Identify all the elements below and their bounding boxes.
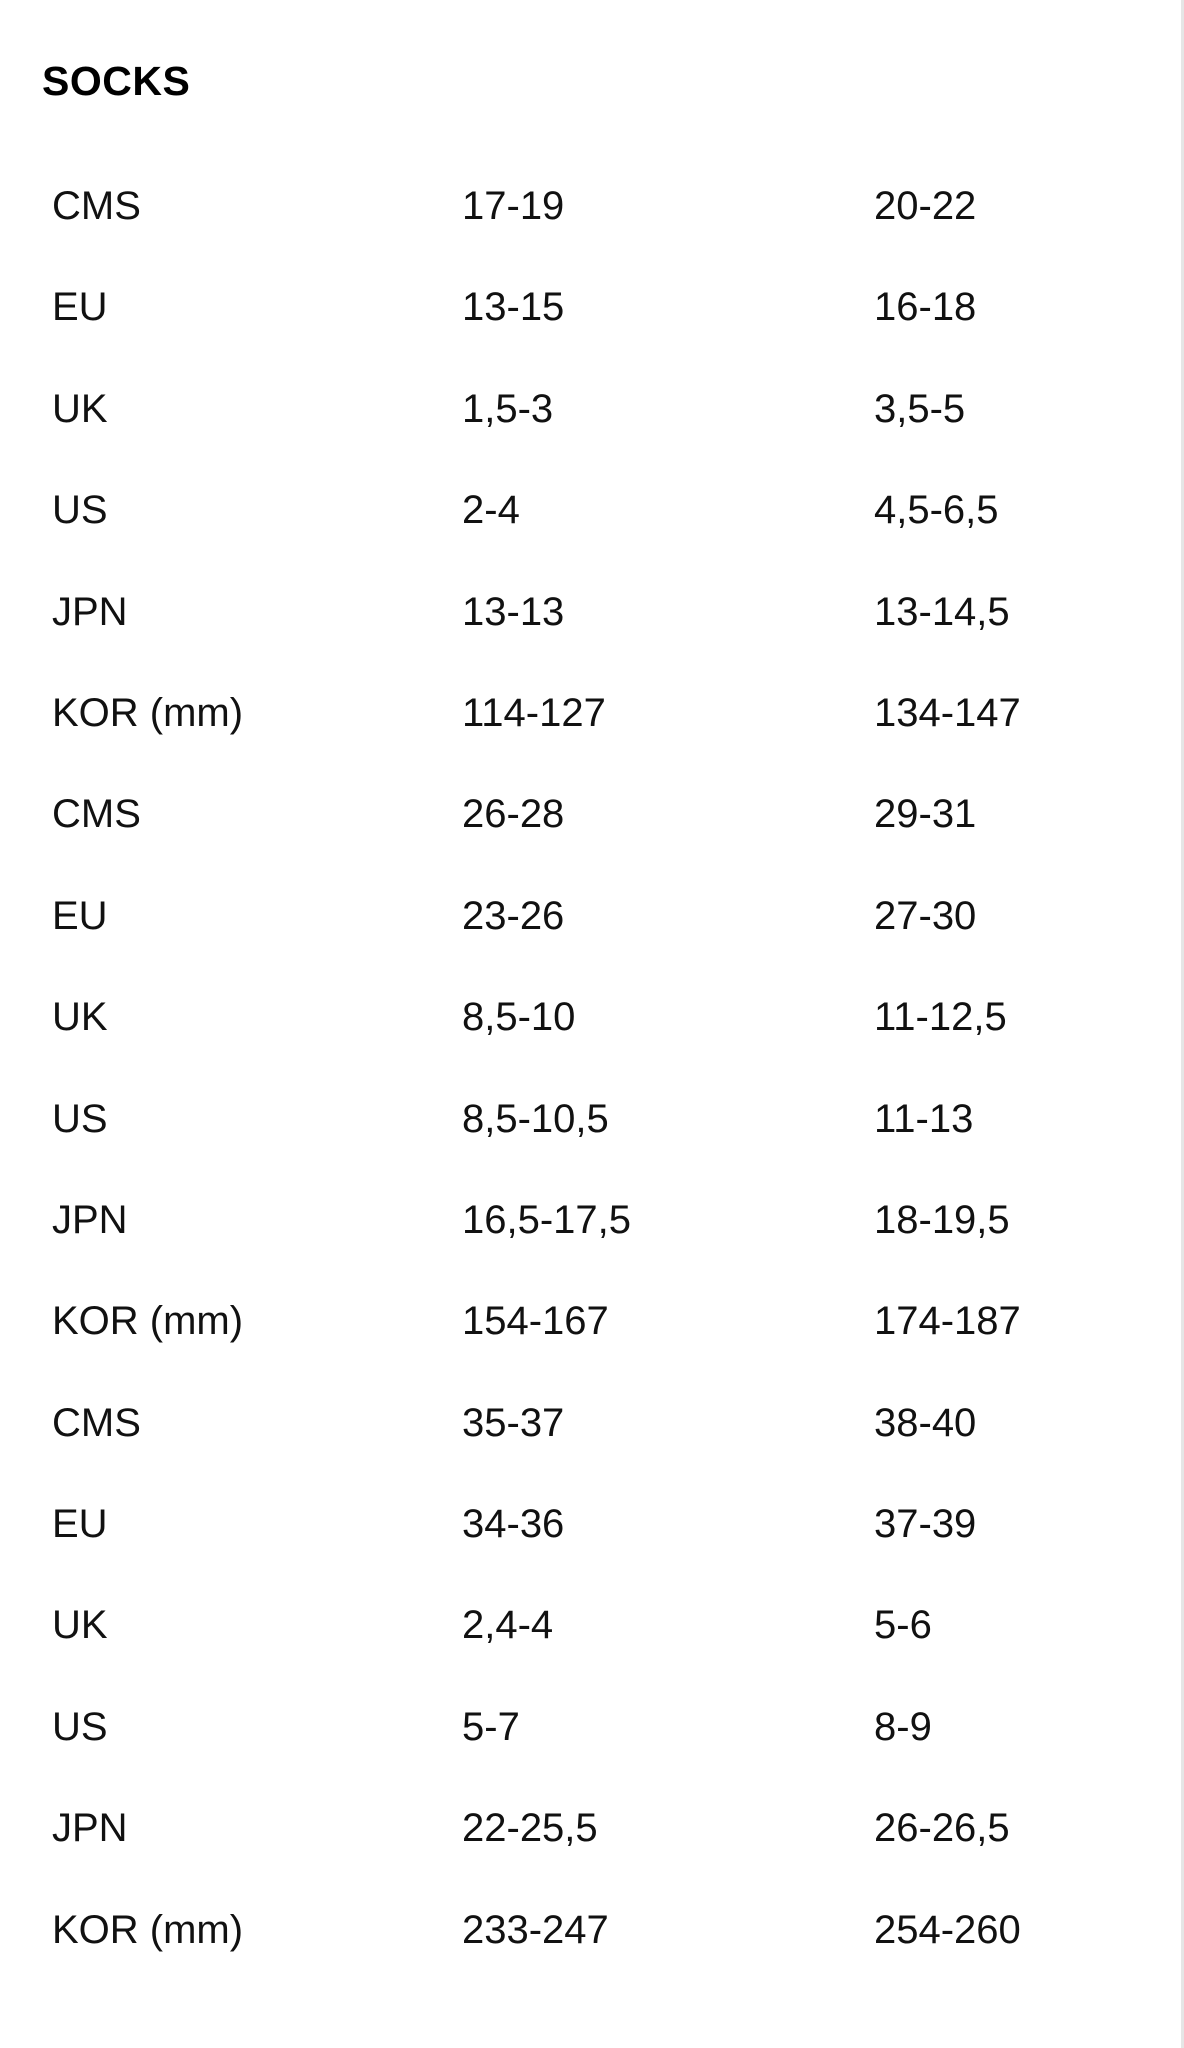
- table-row: [0, 574, 1180, 675]
- table-row: [0, 1689, 1180, 1790]
- table-row: [0, 878, 1180, 979]
- size-system-label: KOR (mm): [52, 690, 244, 735]
- table-row: [0, 979, 1180, 1080]
- table-row: [0, 776, 1180, 877]
- size-system-label: US: [52, 1704, 108, 1749]
- table-row: [0, 472, 1180, 573]
- size-system-label: UK: [52, 995, 108, 1040]
- size-value-col2: 254-260: [874, 1907, 1021, 1952]
- size-system-label: US: [52, 1096, 108, 1141]
- table-row: [0, 1182, 1180, 1283]
- size-value-col2: 37-39: [874, 1502, 977, 1547]
- size-value-col2: 4,5-6,5: [874, 488, 999, 533]
- table-row: [0, 1081, 1180, 1182]
- size-value-col2: 5-6: [874, 1603, 932, 1648]
- size-value-col2: 8-9: [874, 1704, 932, 1749]
- size-value-col2: 3,5-5: [874, 386, 966, 431]
- size-table: [0, 168, 1180, 1993]
- table-row: [0, 168, 1180, 269]
- size-system-label: EU: [52, 1502, 108, 1547]
- size-value-col1: 13-13: [462, 589, 565, 634]
- size-value-col2: 26-26,5: [874, 1806, 1010, 1851]
- size-value-col1: 233-247: [462, 1907, 609, 1952]
- table-row: [0, 371, 1180, 472]
- size-value-col1: 35-37: [462, 1400, 565, 1445]
- size-system-label: CMS: [52, 184, 141, 228]
- table-row: [0, 1486, 1180, 1587]
- size-system-label: CMS: [52, 1400, 141, 1445]
- size-value-col1: 1,5-3: [462, 386, 554, 431]
- size-system-label: UK: [52, 386, 108, 431]
- size-value-col1: 13-15: [462, 285, 565, 330]
- size-value-col1: 2-4: [462, 488, 520, 533]
- size-system-label: CMS: [52, 792, 141, 837]
- size-value-col1: 34-36: [462, 1502, 565, 1547]
- size-value-col1: 17-19: [462, 184, 565, 228]
- size-value-col1: 154-167: [462, 1299, 609, 1344]
- size-value-col1: 8,5-10: [462, 995, 576, 1040]
- size-value-col2: 134-147: [874, 690, 1021, 735]
- table-row: [0, 1892, 1180, 1993]
- table-row: [0, 675, 1180, 776]
- page-title: SOCKS: [42, 58, 191, 104]
- size-value-col1: 23-26: [462, 893, 565, 938]
- size-value-col2: 11-13: [874, 1096, 974, 1141]
- size-value-col2: 18-19,5: [874, 1197, 1010, 1242]
- size-value-col2: 174-187: [874, 1299, 1021, 1344]
- size-system-label: JPN: [52, 1197, 128, 1242]
- size-system-label: US: [52, 488, 108, 533]
- size-value-col1: 8,5-10,5: [462, 1096, 609, 1141]
- size-value-col1: 26-28: [462, 792, 565, 837]
- size-value-col2: 11-12,5: [874, 995, 1007, 1040]
- size-value-col1: 114-127: [462, 690, 606, 735]
- size-system-label: KOR (mm): [52, 1299, 244, 1344]
- size-value-col2: 27-30: [874, 893, 977, 938]
- size-value-col1: 5-7: [462, 1704, 520, 1749]
- table-row: [0, 1587, 1180, 1688]
- table-row: [0, 1790, 1180, 1891]
- table-row: [0, 269, 1180, 370]
- size-system-label: KOR (mm): [52, 1907, 244, 1952]
- size-value-col1: 16,5-17,5: [462, 1197, 632, 1242]
- size-value-col1: 2,4-4: [462, 1603, 554, 1648]
- size-value-col2: 16-18: [874, 285, 977, 330]
- size-system-label: JPN: [52, 589, 128, 634]
- size-value-col2: 29-31: [874, 792, 977, 837]
- size-value-col2: 20-22: [874, 184, 977, 228]
- size-value-col2: 38-40: [874, 1400, 977, 1445]
- size-system-label: UK: [52, 1603, 108, 1648]
- size-value-col1: 22-25,5: [462, 1806, 598, 1851]
- size-system-label: JPN: [52, 1806, 128, 1851]
- table-row: [0, 1283, 1180, 1384]
- size-value-col2: 13-14,5: [874, 589, 1010, 634]
- table-row: [0, 1385, 1180, 1486]
- size-system-label: EU: [52, 893, 108, 938]
- size-system-label: EU: [52, 285, 108, 330]
